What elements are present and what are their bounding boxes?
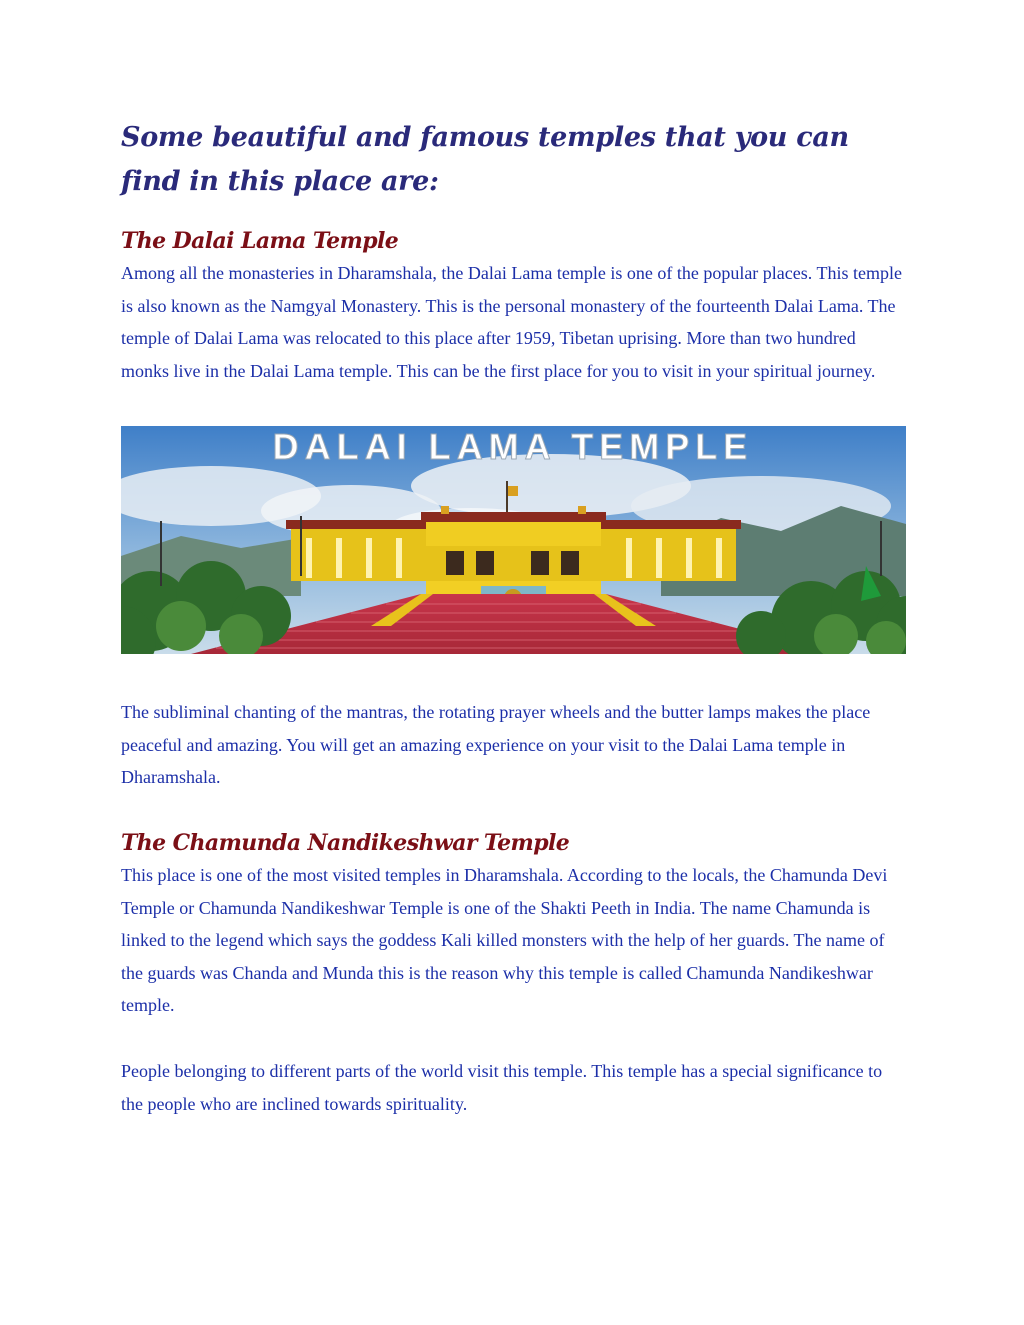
page-title: Some beautiful and famous temples that you can find in this place are:: [121, 122, 849, 197]
section-title-dalai-lama: The Dalai Lama Temple: [121, 228, 399, 254]
photo-banner-text: DALAI LAMA TEMPLE: [272, 426, 754, 467]
dalai-lama-temple-photo: [121, 426, 906, 654]
chamunda-paragraph-2: People belonging to different parts of the world visit this temple. This temple has a special significance to the people who are inclined towards spirituality.: [121, 1061, 883, 1114]
chamunda-paragraph-1: This place is one of the most visited temples in Dharamshala. According to the locals, the Chamunda Devi Temple or Chamunda Nandikeshwar Temple is one of the Shakti Peeth in India. The name Chamunda is linked to the legend which says the goddess Kali killed monsters with the help of her guards. The name of the guards was Chanda and Munda this is the reason why this temple is called Chamunda Nandikeshwar temple.: [121, 865, 888, 1016]
dalai-lama-paragraph-1: Among all the monasteries in Dharamshala, the Dalai Lama temple is one of the popular places. This temple is also known as the Namgyal Monastery. This is the personal monastery of the fourteenth Dalai Lama. The temple of Dalai Lama was relocated to this place after 1959, Tibetan uprising. More than two hundred monks live in the Dalai Lama temple. This can be the first place for you to visit in your spiritual journey.: [121, 263, 902, 381]
section-title-chamunda: The Chamunda Nandikeshwar Temple: [121, 830, 570, 856]
dalai-lama-paragraph-2: The subliminal chanting of the mantras, the rotating prayer wheels and the butter lamps makes the place peaceful and amazing. You will get an amazing experience on your visit to the Dalai Lama temple in Dharamshala.: [121, 702, 871, 788]
